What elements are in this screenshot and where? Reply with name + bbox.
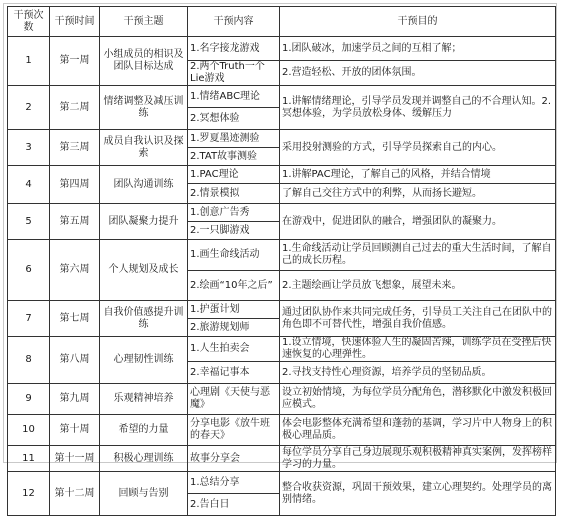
row-purpose: 1.讲解PAC理论，了解自己的风格，并结合情境: [280, 166, 556, 184]
row-number: 1: [8, 37, 50, 86]
row-purpose: 设立初始情境，为每位学员分配角色，潜移默化中激发积极回应模式。: [280, 384, 556, 415]
row-number: 4: [8, 166, 50, 204]
row-time: 第二周: [50, 86, 100, 130]
row-content: 1.护蛋计划: [188, 301, 280, 319]
row-time: 第七周: [50, 301, 100, 337]
row-content: 1.名字接龙游戏: [188, 37, 280, 61]
row-purpose: 2.寻找支持性心理资源，培养学员的坚韧品质。: [280, 362, 556, 384]
row-time: 第八周: [50, 337, 100, 384]
row-theme: 希望的力量: [100, 415, 188, 446]
row-theme: 成员自我认识及探索: [100, 130, 188, 166]
header-time: 干预时间: [50, 7, 100, 37]
row-number: 9: [8, 384, 50, 415]
row-content: 1.总结分享: [188, 472, 280, 494]
row-content: 1.人生拍卖会: [188, 337, 280, 362]
row-content: 1.创意广告秀: [188, 204, 280, 222]
row-purpose: 1.团队破冰，加速学员之间的互相了解；: [280, 37, 556, 61]
row-purpose: 采用投射测验的方式，引导学员探索自己的内心。: [280, 130, 556, 166]
row-theme: 小组成员的相识及团队目标达成: [100, 37, 188, 86]
row-number: 7: [8, 301, 50, 337]
row-time: 第十周: [50, 415, 100, 446]
table-row: [8, 472, 556, 494]
row-theme: 个人规划及成长: [100, 240, 188, 301]
header-purpose: 干预目的: [280, 7, 556, 37]
row-time: 第五周: [50, 204, 100, 240]
header-content: 干预内容: [188, 7, 280, 37]
row-number: 8: [8, 337, 50, 384]
row-content: 心理剧《天使与恶魔》: [188, 384, 280, 415]
table-row: [8, 301, 556, 319]
row-theme: 自我价值感提升训练: [100, 301, 188, 337]
row-content: 2.幸福记事本: [188, 362, 280, 384]
row-content: 2.两个Truth一个Lie游戏: [188, 61, 280, 86]
row-number: 3: [8, 130, 50, 166]
table-row: [8, 204, 556, 222]
row-number: 12: [8, 472, 50, 516]
row-theme: 团队凝聚力提升: [100, 204, 188, 240]
row-purpose: 1.设立情境，快速体验人生的凝固苦辣，训练学员在受挫后快速恢复的心理弹性。: [280, 337, 556, 362]
row-number: 5: [8, 204, 50, 240]
row-content: 2.情景模拟: [188, 184, 280, 204]
row-time: 第十二周: [50, 472, 100, 516]
row-content: 2.绘画“10年之后”: [188, 271, 280, 301]
header-theme: 干预主题: [100, 7, 188, 37]
table-row: [8, 384, 556, 415]
row-theme: 积极心理训练: [100, 446, 188, 472]
row-content: 1.罗夏墨迹测验: [188, 130, 280, 148]
table-row: [8, 86, 556, 108]
table-row: [8, 337, 556, 362]
row-content: 2.一只脚游戏: [188, 222, 280, 240]
row-theme: 回顾与告别: [100, 472, 188, 516]
row-theme: 乐观精神培养: [100, 384, 188, 415]
row-content: 故事分享会: [188, 446, 280, 472]
row-purpose: 体会电影整体充满希望和蓬勃的基调，学习片中人物身上的积极心理品质。: [280, 415, 556, 446]
row-purpose: 1.讲解情绪理论，引导学员发现并调整自己的不合理认知。2.冥想体验，为学员放松身体、缓解压力: [280, 86, 556, 130]
row-purpose: 1.生命线活动让学员回顾测自己过去的重大生活时间，了解自己的成长历程。: [280, 240, 556, 271]
row-time: 第九周: [50, 384, 100, 415]
table-row: [8, 130, 556, 148]
row-time: 第四周: [50, 166, 100, 204]
row-content: 2.TAT故事测验: [188, 148, 280, 166]
row-content: 1.PAC理论: [188, 166, 280, 184]
header-row: [8, 7, 556, 37]
row-content: 1.情绪ABC理论: [188, 86, 280, 108]
row-time: 第三周: [50, 130, 100, 166]
row-time: 第十一周: [50, 446, 100, 472]
intervention-table: [7, 6, 556, 516]
row-purpose: 通过团队协作来共同完成任务，引导员工关注自己在团队中的角色即不可替代性，增强自我价值感。: [280, 301, 556, 337]
row-number: 11: [8, 446, 50, 472]
row-theme: 心理韧性训练: [100, 337, 188, 384]
row-time: 第六周: [50, 240, 100, 301]
row-purpose: 每位学员分享自己身边展现乐观积极精神真实案例，发挥榜样学习的力量。: [280, 446, 556, 472]
row-theme: 团队沟通训练: [100, 166, 188, 204]
row-content: 2.冥想体验: [188, 108, 280, 130]
row-purpose: 在游戏中，促进团队的融合，增强团队的凝聚力。: [280, 204, 556, 240]
row-purpose: 整合收获资源，巩固干预效果，建立心理契约。处理学员的离别情绪。: [280, 472, 556, 516]
table-body: [8, 37, 556, 516]
table-row: [8, 240, 556, 271]
row-number: 6: [8, 240, 50, 301]
row-content: 1.画生命线活动: [188, 240, 280, 271]
row-content: 2.告白日: [188, 494, 280, 516]
row-time: 第一周: [50, 37, 100, 86]
row-content: 2.旅游规划师: [188, 319, 280, 337]
row-theme: 情绪调整及减压训练: [100, 86, 188, 130]
row-purpose: 2.主题绘画让学员放飞想象，展望未来。: [280, 271, 556, 301]
row-number: 10: [8, 415, 50, 446]
row-number: 2: [8, 86, 50, 130]
table-row: [8, 446, 556, 472]
table-row: [8, 37, 556, 61]
table-row: [8, 415, 556, 446]
row-purpose: 2.营造轻松、开放的团体氛围。: [280, 61, 556, 86]
header-count: 干预次数: [8, 7, 50, 37]
row-purpose: 了解自己交往方式中的利弊，从而扬长避短。: [280, 184, 556, 204]
table-row: [8, 166, 556, 184]
row-content: 分享电影《放牛班的春天》: [188, 415, 280, 446]
